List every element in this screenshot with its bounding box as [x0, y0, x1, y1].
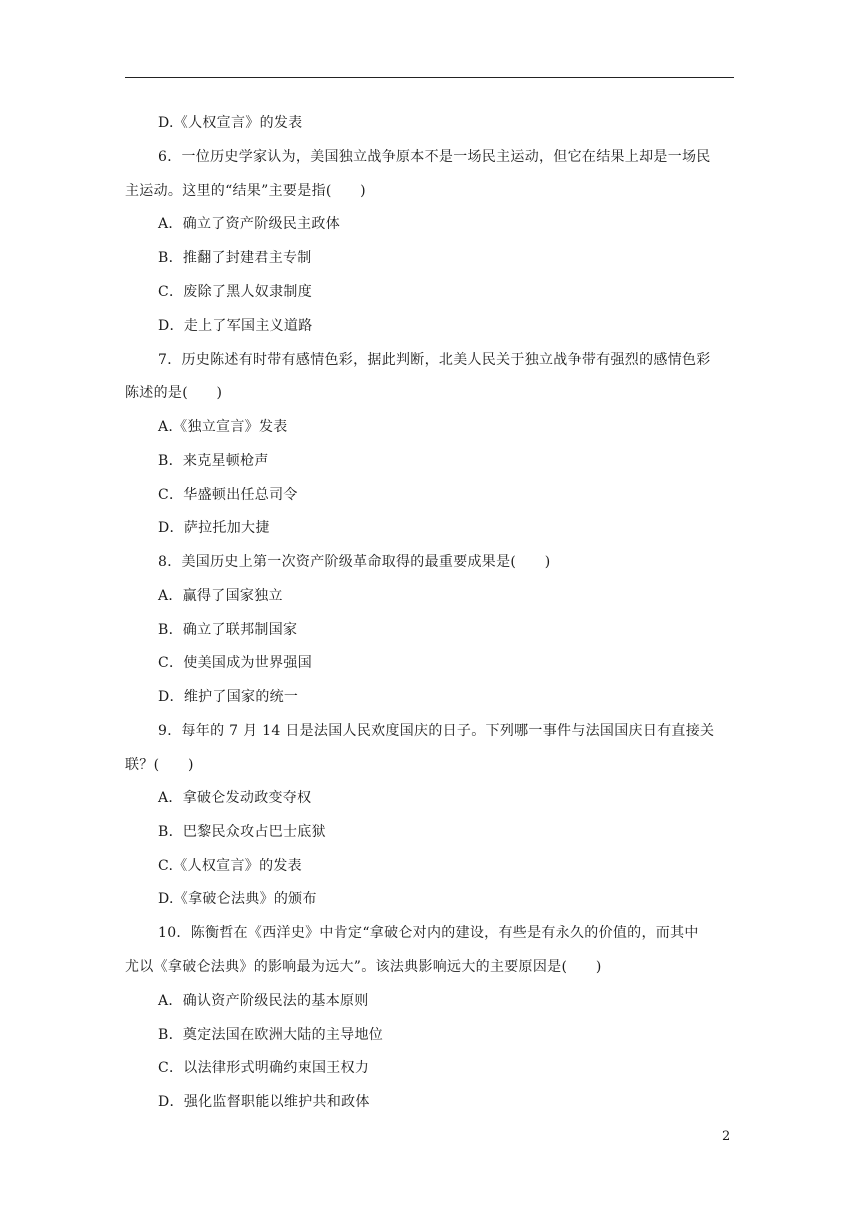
question-7-stem-cont: 陈述的是( ) [125, 385, 223, 401]
question-9-option-c: C.《人权宣言》的发表 [158, 858, 302, 874]
question-9-option-d: D.《拿破仑法典》的颁布 [158, 891, 317, 907]
question-7-option-d: D．萨拉托加大捷 [158, 520, 270, 536]
question-10-option-d: D．强化监督职能以维护共和政体 [158, 1094, 370, 1110]
question-9-option-a: A．拿破仑发动政变夺权 [158, 790, 312, 806]
question-8-option-c: C．使美国成为世界强国 [158, 655, 313, 671]
question-7-option-a: A.《独立宣言》发表 [158, 419, 288, 435]
question-10-stem: 10．陈衡哲在《西洋史》中肯定“拿破仑对内的建设，有些是有永久的价值的，而其中 [158, 925, 699, 941]
header-rule [125, 77, 734, 78]
question-10-option-a: A．确认资产阶级民法的基本原则 [158, 993, 369, 1009]
question-9-stem-cont: 联？( ) [125, 757, 194, 773]
question-8-stem: 8．美国历史上第一次资产阶级革命取得的最重要成果是( ) [158, 554, 551, 570]
question-6-stem-cont: 主运动。这里的“结果”主要是指( ) [125, 183, 366, 199]
question-6-stem: 6．一位历史学家认为，美国独立战争原本不是一场民主运动，但它在结果上却是一场民 [158, 149, 711, 165]
page-number: 2 [722, 1129, 731, 1144]
question-6-option-b: B．推翻了封建君主专制 [158, 250, 312, 266]
question-6-option-a: A．确立了资产阶级民主政体 [158, 216, 341, 232]
question-10-stem-cont: 尤以《拿破仑法典》的影响最为远大”。该法典影响远大的主要原因是( ) [125, 959, 602, 975]
question-9-option-b: B．巴黎民众攻占巴士底狱 [158, 824, 326, 840]
question-6-option-c: C．废除了黑人奴隶制度 [158, 284, 313, 300]
question-9-stem: 9．每年的 7 月 14 日是法国人民欢度国庆的日子。下列哪一事件与法国国庆日有直接关 [158, 723, 715, 739]
question-7-option-c: C．华盛顿出任总司令 [158, 487, 298, 503]
question-8-option-d: D．维护了国家的统一 [158, 689, 299, 705]
prev-option-d: D.《人权宣言》的发表 [158, 115, 303, 131]
question-8-option-a: A．赢得了国家独立 [158, 588, 283, 604]
question-6-option-d: D．走上了军国主义道路 [158, 318, 313, 334]
question-10-option-c: C．以法律形式明确约束国王权力 [158, 1060, 370, 1076]
question-8-option-b: B．确立了联邦制国家 [158, 622, 298, 638]
question-7-stem: 7．历史陈述有时带有感情色彩，据此判断，北美人民关于独立战争带有强烈的感情色彩 [158, 352, 711, 368]
question-10-option-b: B．奠定法国在欧洲大陆的主导地位 [158, 1027, 384, 1043]
question-7-option-b: B．来克星顿枪声 [158, 453, 269, 469]
